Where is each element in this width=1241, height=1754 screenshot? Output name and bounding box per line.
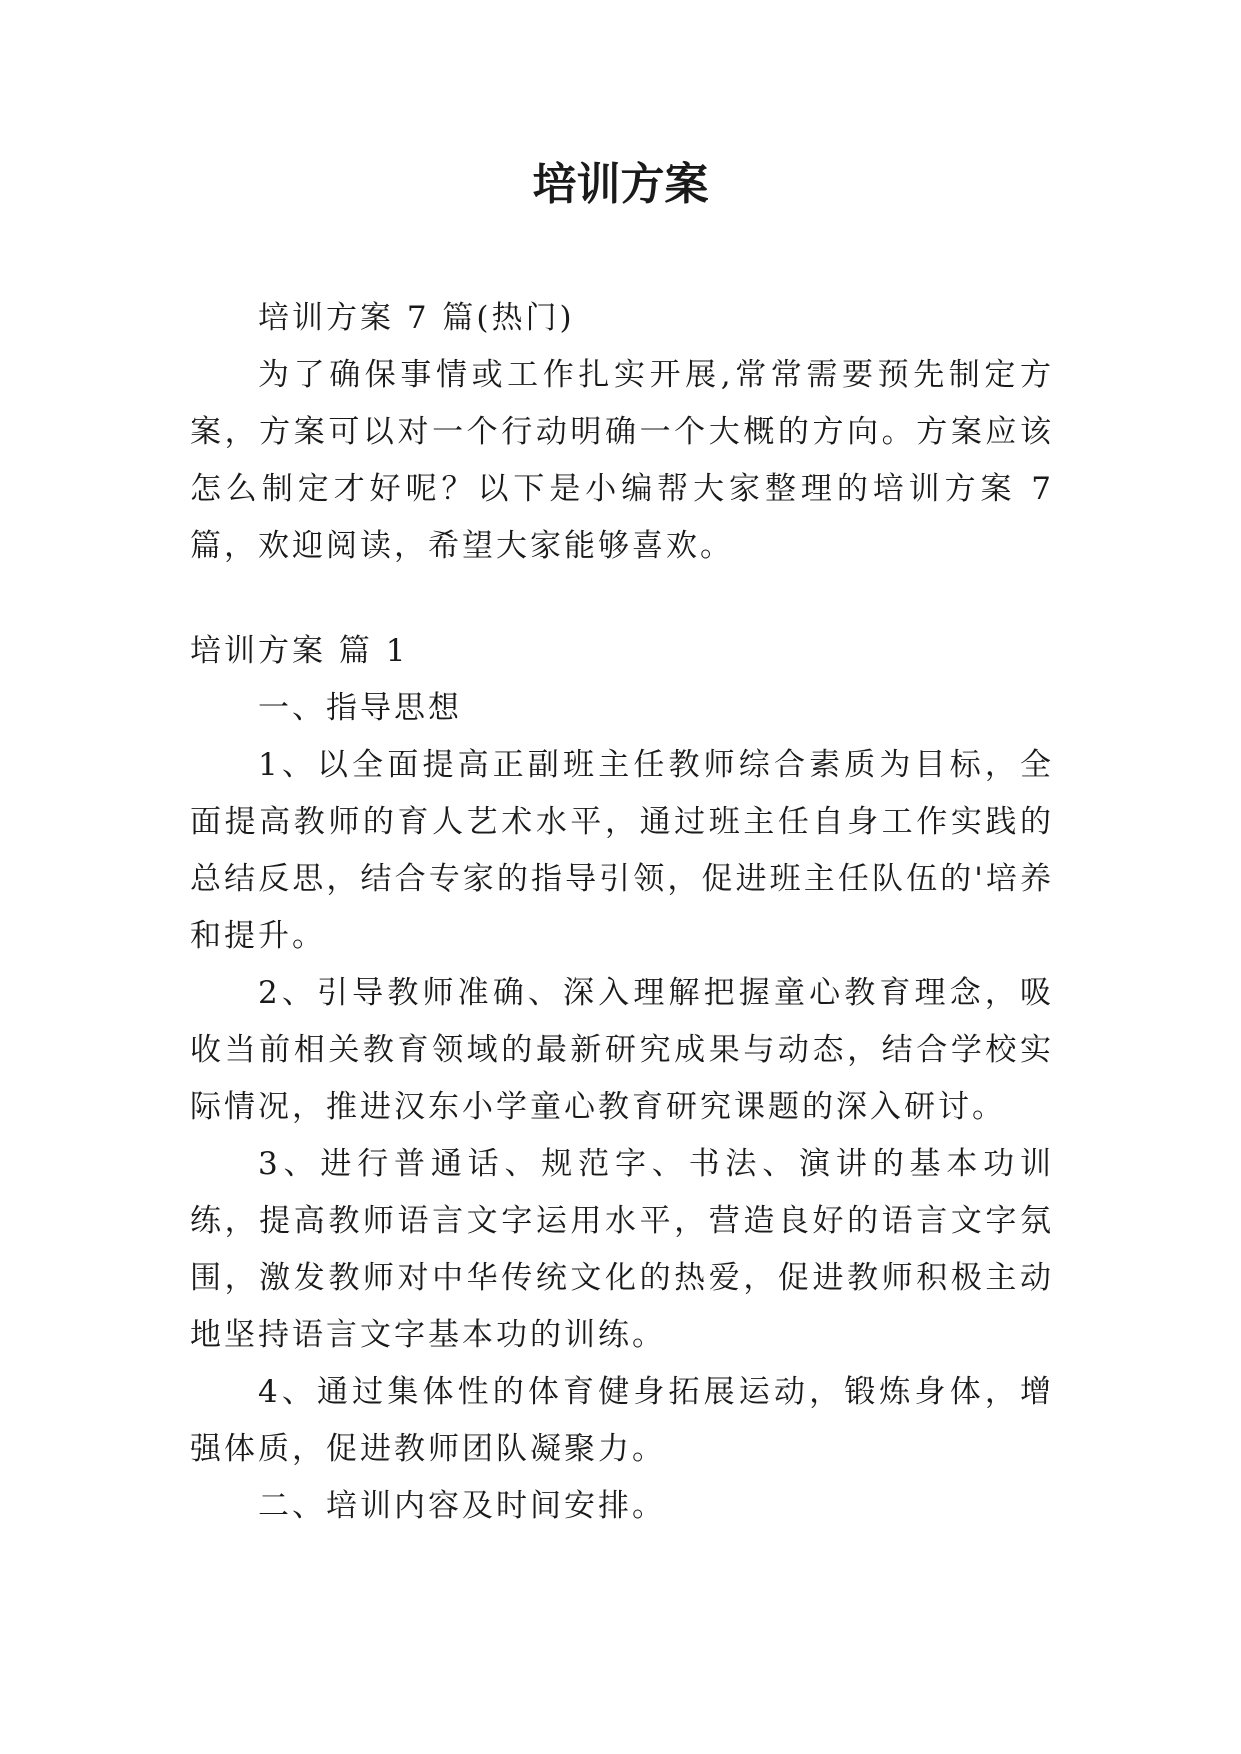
part-two-heading: 二、培训内容及时间安排。 bbox=[258, 1488, 666, 1524]
item-2-paragraph: 2、引导教师准确、深入理解把握童心教育理念，吸收当前相关教育领域的最新研究成果与动态，结合学校实际情况，推进汉东小学童心教育研究课题的深入研讨。 bbox=[190, 975, 1054, 1125]
item-4-paragraph: 4、通过集体性的体育健身拓展运动，锻炼身体，增强体质，促进教师团队凝聚力。 bbox=[190, 1374, 1054, 1467]
document-subtitle: 培训方案 7 篇(热门) bbox=[258, 300, 575, 336]
document-body bbox=[190, 290, 1054, 1535]
section-heading: 培训方案 篇 1 bbox=[190, 633, 409, 669]
document-title: 培训方案 bbox=[532, 159, 709, 210]
item-1-paragraph: 1、以全面提高正副班主任教师综合素质为目标，全面提高教师的育人艺术水平，通过班主任自身工作实践的总结反思，结合专家的指导引领，促进班主任队伍的'培养和提升。 bbox=[190, 747, 1054, 954]
item-3-paragraph: 3、进行普通话、规范字、书法、演讲的基本功训练，提高教师语言文字运用水平，营造良好的语言文字氛围，激发教师对中华传统文化的热爱，促进教师积极主动地坚持语言文字基本功的训练。 bbox=[190, 1146, 1054, 1353]
intro-paragraph: 为了确保事情或工作扎实开展,常常需要预先制定方案，方案可以对一个行动明确一个大概的方向。方案应该怎么制定才好呢？以下是小编帮大家整理的培训方案 7 篇，欢迎阅读，希望大家能够喜欢。 bbox=[190, 357, 1054, 564]
part-one-heading: 一、指导思想 bbox=[258, 690, 462, 726]
